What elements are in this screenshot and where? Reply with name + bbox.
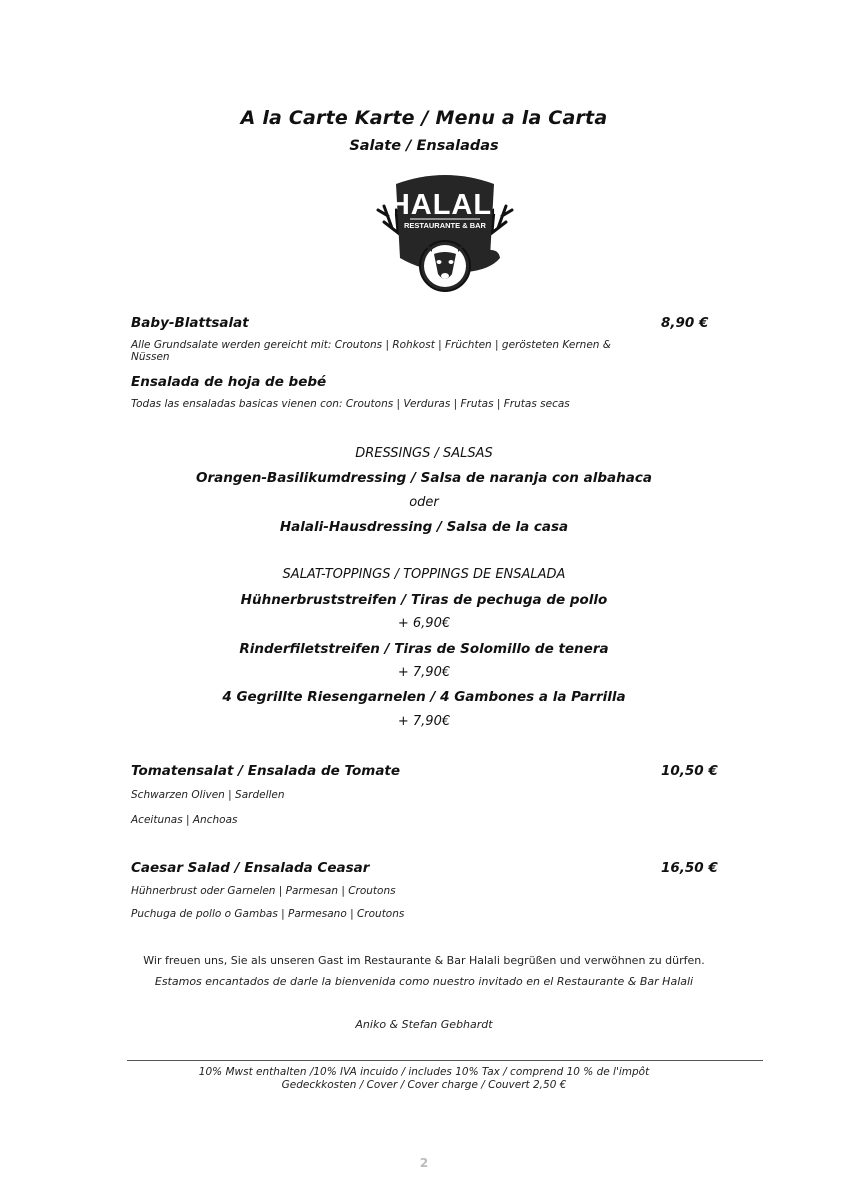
dressing-option-1: Orangen-Basilikumdressing / Salsa de naranja con albahaca	[196, 470, 652, 486]
caesar-salad-name: Caesar Salad / Ensalada Ceasar	[131, 860, 370, 876]
logo-tagline: RESTAURANTE & BAR	[404, 221, 486, 230]
baby-salad-desc-de-line2: Nüssen	[131, 351, 170, 363]
baby-salad-desc-de-line1: Alle Grundsalate werden gereicht mit: Croutons | Rohkost | Früchten | gerösteten Kernen &	[131, 339, 611, 351]
baby-salad-price: 8,90 €	[661, 315, 709, 331]
footer-cover: Gedeckkosten / Cover / Cover charge / Couvert 2,50 €	[281, 1079, 567, 1091]
tomato-salad-name: Tomatensalat / Ensalada de Tomate	[131, 763, 401, 779]
tomato-salad-price: 10,50 €	[661, 763, 718, 779]
tomato-salad-desc-de: Schwarzen Oliven | Sardellen	[131, 789, 285, 801]
topping-price: + 7,90€	[397, 665, 451, 680]
topping-price: + 7,90€	[397, 714, 451, 729]
topping-name: 4 Gegrillte Riesengarnelen / 4 Gambones a la Parrilla	[222, 689, 626, 705]
signature: Aniko & Stefan Gebhardt	[355, 1018, 493, 1031]
caesar-salad-desc-de: Hühnerbrust oder Garnelen | Parmesan | Croutons	[131, 885, 396, 897]
page-number: 2	[419, 1156, 429, 1170]
halali-deer-logo-icon	[370, 166, 520, 310]
welcome-text-de: Wir freuen uns, Sie als unseren Gast im Restaurante & Bar Halali begrüßen und verwöhnen zu dürfen.	[143, 954, 705, 967]
baby-salad-name-de: Baby-Blattsalat	[131, 315, 249, 331]
footer-tax: 10% Mwst enthalten /10% IVA incuido / includes 10% Tax / comprend 10 % de l'impôt	[198, 1066, 650, 1078]
caesar-salad-price: 16,50 €	[661, 860, 718, 876]
welcome-text-es: Estamos encantados de darle la bienvenida como nuestro invitado en el Restaurante & Bar Halali	[154, 975, 694, 988]
footer-divider	[127, 1060, 763, 1061]
baby-salad-desc-es: Todas las ensaladas basicas vienen con: Croutons | Verduras | Frutas | Frutas secas	[131, 398, 570, 410]
topping-name: Hühnerbruststreifen / Tiras de pechuga de pollo	[240, 592, 608, 608]
topping-name: Rinderfiletstreifen / Tiras de Solomillo de tenera	[239, 641, 609, 657]
page-subtitle: Salate / Ensaladas	[349, 138, 499, 154]
dressing-or: oder	[409, 495, 439, 510]
logo-text: HALALI	[388, 189, 502, 221]
page-title: A la Carte Karte / Menu a la Carta	[240, 107, 608, 129]
caesar-salad-desc-es: Puchuga de pollo o Gambas | Parmesano | Croutons	[131, 908, 405, 920]
topping-price: + 6,90€	[397, 616, 451, 631]
tomato-salad-desc-es: Aceitunas | Anchoas	[131, 814, 238, 826]
toppings-heading: SALAT-TOPPINGS / TOPPINGS DE ENSALADA	[282, 567, 566, 582]
dressing-option-2: Halali-Hausdressing / Salsa de la casa	[279, 519, 569, 535]
baby-salad-name-es: Ensalada de hoja de bebé	[131, 374, 327, 390]
dressings-heading: DRESSINGS / SALSAS	[355, 446, 493, 461]
